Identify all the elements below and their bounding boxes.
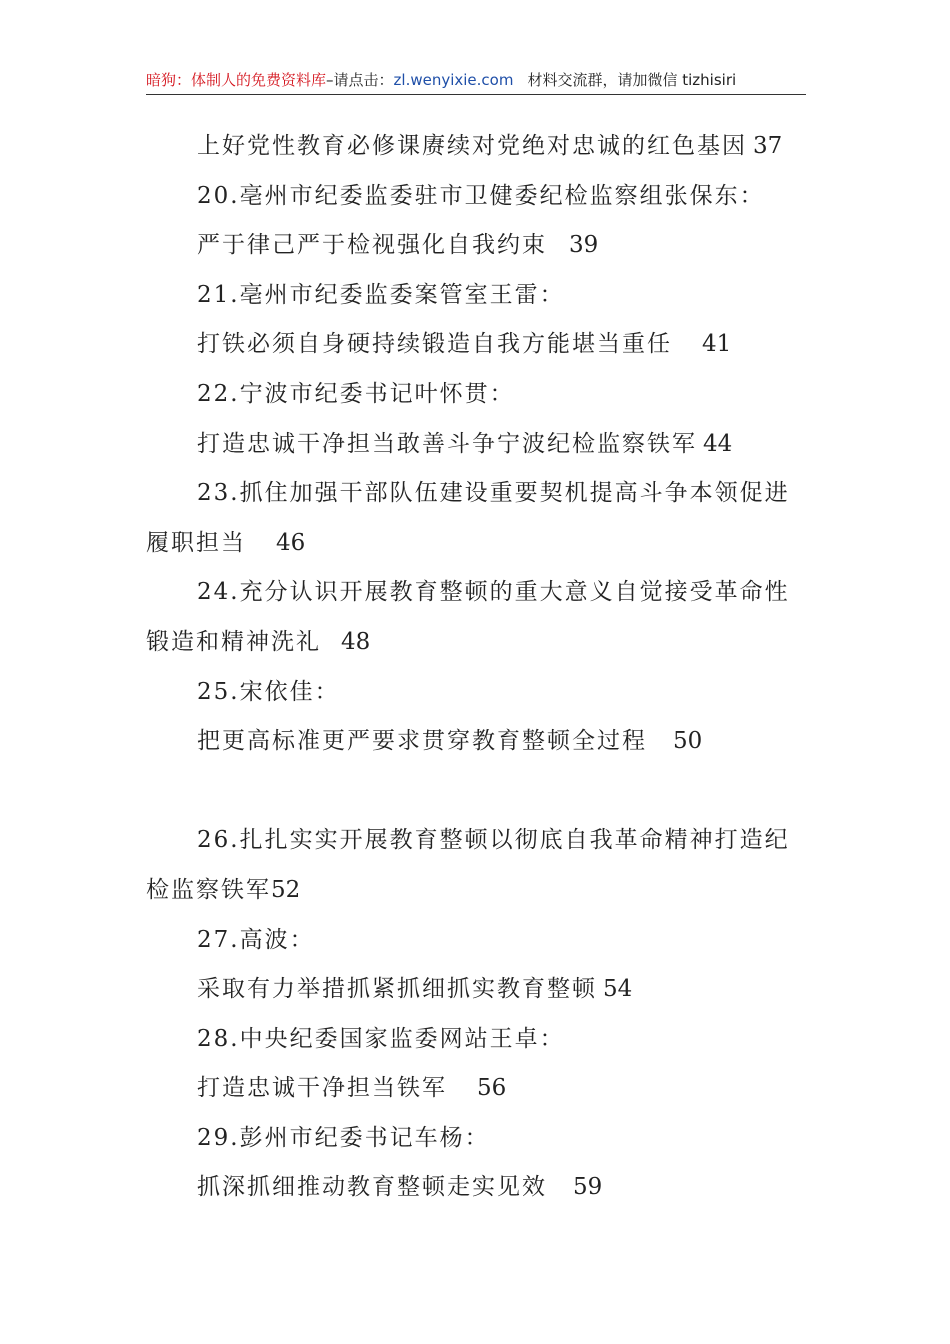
toc-line xyxy=(146,1114,806,1164)
toc-text: 29.彭州市纪委书记车杨： xyxy=(197,1124,490,1151)
toc-line xyxy=(146,271,806,321)
toc-line xyxy=(146,717,806,767)
toc-line xyxy=(146,816,806,866)
toc-text: 20.亳州市纪委监委驻市卫健委纪检监察组张保东： xyxy=(197,182,765,209)
toc-line xyxy=(146,1064,806,1114)
toc-page-number: 52 xyxy=(271,876,301,903)
toc-line xyxy=(146,519,806,569)
toc-line xyxy=(146,221,806,271)
toc-line xyxy=(146,122,806,172)
toc-line xyxy=(146,320,806,370)
header-brand: 暗狗：体制人的免费资料库 xyxy=(146,71,327,89)
toc-page-number: 44 xyxy=(703,430,733,457)
toc-line xyxy=(146,370,806,420)
toc-page-number: 37 xyxy=(753,133,783,159)
toc-text: 履职担当 xyxy=(146,529,246,556)
toc-text: 上好党性教育必修课赓续对党绝对忠诚的红色基因 xyxy=(197,133,747,159)
toc-page-number: 56 xyxy=(477,1075,507,1102)
toc-text: 抓深抓细推动教育整顿走实见效 xyxy=(197,1174,547,1201)
toc-page-number: 39 xyxy=(569,232,599,259)
toc-text: 检监察铁军 xyxy=(146,876,271,903)
toc-text: 打造忠诚干净担当敢善斗争宁波纪检监察铁军 xyxy=(197,430,697,457)
toc-page-number: 50 xyxy=(673,728,703,755)
toc-line xyxy=(146,1163,806,1213)
toc-page-number: 54 xyxy=(603,976,633,1003)
toc-text: 21.亳州市纪委监委案管室王雷： xyxy=(197,281,565,308)
toc-page-number: 46 xyxy=(276,529,306,556)
toc-text: 把更高标准更严要求贯穿教育整顿全过程 xyxy=(197,728,647,755)
toc-line xyxy=(146,965,806,1015)
toc-page-number: 48 xyxy=(341,628,371,655)
toc-line xyxy=(146,568,806,618)
header-url-link[interactable]: zl.wenyixie.com xyxy=(393,71,514,89)
toc-line xyxy=(146,172,806,222)
header-prompt: –请点击： xyxy=(326,71,394,89)
toc-page-number: 41 xyxy=(702,331,732,358)
toc-line xyxy=(146,420,806,470)
page-header xyxy=(146,66,806,95)
toc-text: 22.宁波市纪委书记叶怀贯： xyxy=(197,380,515,407)
toc-text: 27.高波： xyxy=(197,926,315,953)
toc-text: 严于律己严于检视强化自我约束 xyxy=(197,232,547,259)
toc-text: 25.宋依佳： xyxy=(197,678,340,705)
toc-line xyxy=(146,916,806,966)
toc-line xyxy=(146,469,806,519)
toc-page-number: 59 xyxy=(573,1174,603,1201)
blank-line xyxy=(146,767,806,817)
toc-text: 26.扎扎实实开展教育整顿以彻底自我革命精神打造纪 xyxy=(197,827,790,854)
header-group-note: 材料交流群，请加微信 tizhisiri xyxy=(527,71,737,89)
toc-line xyxy=(146,1015,806,1065)
toc-text: 28.中央纪委国家监委网站王卓： xyxy=(197,1025,565,1052)
toc-line xyxy=(146,668,806,718)
toc-text: 锻造和精神洗礼 xyxy=(146,628,321,655)
toc-text: 打造忠诚干净担当铁军 xyxy=(197,1075,447,1102)
toc-text: 23.抓住加强干部队伍建设重要契机提高斗争本领促进 xyxy=(197,480,790,507)
toc-list xyxy=(146,122,806,1213)
toc-text: 采取有力举措抓紧抓细抓实教育整顿 xyxy=(197,976,597,1003)
toc-text: 打铁必须自身硬持续锻造自我方能堪当重任 xyxy=(197,331,672,358)
toc-text: 24.充分认识开展教育整顿的重大意义自觉接受革命性 xyxy=(197,579,790,606)
toc-line xyxy=(146,618,806,668)
toc-line xyxy=(146,866,806,916)
